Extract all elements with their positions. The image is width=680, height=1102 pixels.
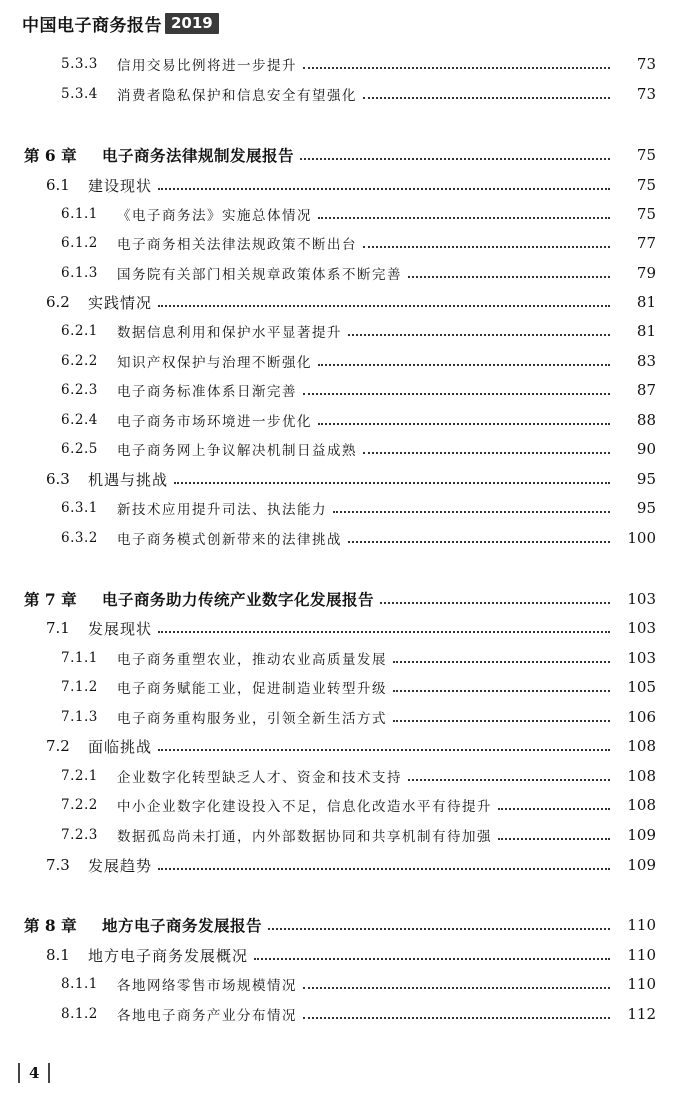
toc-entry-title: 各地网络零售市场规模情况 bbox=[117, 978, 297, 994]
toc-dot-leader bbox=[303, 393, 610, 395]
toc-subsection-entry[interactable] bbox=[0, 318, 680, 344]
toc-entry-number: 6.2.4 bbox=[61, 412, 98, 428]
toc-entry-number: 6.1.2 bbox=[61, 235, 98, 251]
page-number: 4 bbox=[29, 1064, 40, 1082]
toc-subsection-entry[interactable] bbox=[0, 51, 680, 77]
toc-entry-number: 6.2.1 bbox=[61, 323, 98, 339]
toc-section-entry[interactable] bbox=[0, 466, 680, 492]
toc-entry-number: 6.1.1 bbox=[61, 206, 98, 222]
footer-rule-left bbox=[18, 1063, 20, 1083]
toc-entry-number: 8.1.1 bbox=[61, 976, 98, 992]
book-year-badge: 2019 bbox=[165, 13, 219, 34]
toc-entry-title: 知识产权保护与治理不断强化 bbox=[117, 355, 312, 371]
page-footer bbox=[18, 1062, 50, 1084]
toc-entry-number: 7.1.1 bbox=[61, 650, 98, 666]
toc-subsection-entry[interactable] bbox=[0, 704, 680, 730]
toc-entry-page: 106 bbox=[627, 708, 656, 726]
toc-entry-number: 7.1.3 bbox=[61, 709, 98, 725]
toc-entry-page: 75 bbox=[636, 205, 656, 223]
toc-entry-page: 110 bbox=[627, 916, 656, 934]
toc-dot-leader bbox=[318, 217, 610, 219]
toc-entry-page: 103 bbox=[627, 649, 656, 667]
toc-section-entry[interactable] bbox=[0, 942, 680, 968]
toc-subsection-entry[interactable] bbox=[0, 971, 680, 997]
toc-subsection-entry[interactable] bbox=[0, 792, 680, 818]
toc-entry-title: 实践情况 bbox=[88, 293, 153, 312]
toc-subsection-entry[interactable] bbox=[0, 525, 680, 551]
toc-entry-title: 地方电子商务发展报告 bbox=[102, 916, 263, 935]
toc-dot-leader bbox=[363, 246, 610, 248]
toc-entry-page: 105 bbox=[627, 678, 656, 696]
toc-entry-page: 109 bbox=[627, 856, 656, 874]
toc-dot-leader bbox=[268, 928, 610, 930]
toc-entry-number: 5.3.3 bbox=[61, 56, 98, 72]
toc-dot-leader bbox=[303, 987, 610, 989]
toc-entry-page: 77 bbox=[636, 234, 656, 252]
toc-entry-page: 81 bbox=[636, 293, 656, 311]
toc-entry-page: 79 bbox=[636, 264, 656, 282]
toc-entry-title: 企业数字化转型缺乏人才、资金和技术支持 bbox=[117, 770, 402, 786]
toc-dot-leader bbox=[158, 749, 610, 751]
toc-entry-page: 110 bbox=[627, 975, 656, 993]
toc-entry-number: 8.1.2 bbox=[61, 1006, 98, 1022]
toc-subsection-entry[interactable] bbox=[0, 645, 680, 671]
toc-entry-page: 108 bbox=[627, 796, 656, 814]
toc-entry-number: 6.3 bbox=[46, 470, 70, 488]
toc-dot-leader bbox=[174, 482, 610, 484]
toc-chapter-entry[interactable] bbox=[0, 586, 680, 612]
toc-dot-leader bbox=[158, 188, 610, 190]
toc-entry-number: 第 8 章 bbox=[24, 916, 77, 935]
toc-entry-page: 87 bbox=[636, 381, 656, 399]
toc-entry-title: 机遇与挑战 bbox=[88, 470, 169, 489]
toc-dot-leader bbox=[318, 423, 610, 425]
toc-entry-number: 6.1 bbox=[46, 176, 70, 194]
toc-entry-page: 103 bbox=[627, 590, 656, 608]
toc-dot-leader bbox=[408, 276, 610, 278]
toc-entry-title: 国务院有关部门相关规章政策体系不断完善 bbox=[117, 267, 402, 283]
toc-entry-title: 发展趋势 bbox=[88, 856, 153, 875]
running-header bbox=[22, 8, 219, 38]
toc-dot-leader bbox=[363, 452, 610, 454]
toc-entry-number: 6.3.2 bbox=[61, 530, 98, 546]
toc-section-entry[interactable] bbox=[0, 852, 680, 878]
toc-entry-title: 电子商务法律规制发展报告 bbox=[102, 146, 295, 165]
toc-subsection-entry[interactable] bbox=[0, 436, 680, 462]
toc-dot-leader bbox=[393, 690, 610, 692]
toc-entry-page: 90 bbox=[636, 440, 656, 458]
toc-entry-page: 95 bbox=[636, 470, 656, 488]
toc-chapter-entry[interactable] bbox=[0, 142, 680, 168]
toc-entry-title: 电子商务相关法律法规政策不断出台 bbox=[117, 237, 357, 253]
toc-entry-title: 面临挑战 bbox=[88, 737, 153, 756]
toc-entry-title: 电子商务模式创新带来的法律挑战 bbox=[117, 532, 342, 548]
toc-entry-number: 5.3.4 bbox=[61, 86, 98, 102]
toc-dot-leader bbox=[380, 602, 610, 604]
toc-entry-number: 7.2 bbox=[46, 737, 70, 755]
toc-subsection-entry[interactable] bbox=[0, 407, 680, 433]
toc-entry-title: 地方电子商务发展概况 bbox=[88, 946, 249, 965]
toc-dot-leader bbox=[498, 838, 610, 840]
toc-entry-number: 7.1.2 bbox=[61, 679, 98, 695]
toc-dot-leader bbox=[393, 661, 610, 663]
toc-subsection-entry[interactable] bbox=[0, 377, 680, 403]
toc-entry-title: 中小企业数字化建设投入不足，信息化改造水平有待提升 bbox=[117, 799, 492, 815]
toc-entry-title: 数据信息利用和保护水平显著提升 bbox=[117, 325, 342, 341]
toc-dot-leader bbox=[158, 868, 610, 870]
toc-dot-leader bbox=[318, 364, 610, 366]
toc-entry-number: 6.3.1 bbox=[61, 500, 98, 516]
toc-entry-title: 电子商务网上争议解决机制日益成熟 bbox=[117, 443, 357, 459]
toc-subsection-entry[interactable] bbox=[0, 495, 680, 521]
toc-entry-page: 95 bbox=[636, 499, 656, 517]
toc-entry-number: 6.2.5 bbox=[61, 441, 98, 457]
toc-entry-title: 各地电子商务产业分布情况 bbox=[117, 1008, 297, 1024]
toc-entry-title: 消费者隐私保护和信息安全有望强化 bbox=[117, 88, 357, 104]
toc-entry-page: 110 bbox=[627, 946, 656, 964]
toc-entry-title: 数据孤岛尚未打通，内外部数据协同和共享机制有待加强 bbox=[117, 829, 492, 845]
toc-entry-number: 7.3 bbox=[46, 856, 70, 874]
toc-subsection-entry[interactable] bbox=[0, 81, 680, 107]
toc-entry-title: 建设现状 bbox=[88, 176, 153, 195]
toc-entry-number: 7.1 bbox=[46, 619, 70, 637]
toc-entry-title: 电子商务重构服务业，引领全新生活方式 bbox=[117, 711, 387, 727]
toc-entry-number: 7.2.2 bbox=[61, 797, 98, 813]
toc-entry-page: 112 bbox=[627, 1005, 656, 1023]
toc-chapter-entry[interactable] bbox=[0, 912, 680, 938]
toc-entry-page: 75 bbox=[636, 146, 656, 164]
toc-entry-title: 电子商务标准体系日渐完善 bbox=[117, 384, 297, 400]
toc-entry-page: 103 bbox=[627, 619, 656, 637]
toc-subsection-entry[interactable] bbox=[0, 348, 680, 374]
toc-dot-leader bbox=[363, 97, 610, 99]
toc-entry-number: 6.2.3 bbox=[61, 382, 98, 398]
toc-section-entry[interactable] bbox=[0, 733, 680, 759]
toc-entry-number: 第 7 章 bbox=[24, 590, 77, 609]
book-title: 中国电子商务报告 bbox=[22, 15, 162, 36]
toc-dot-leader bbox=[348, 541, 610, 543]
toc-entry-title: 《电子商务法》实施总体情况 bbox=[117, 208, 312, 224]
toc-dot-leader bbox=[158, 305, 610, 307]
toc-dot-leader bbox=[498, 808, 610, 810]
toc-subsection-entry[interactable] bbox=[0, 822, 680, 848]
toc-entry-number: 6.2 bbox=[46, 293, 70, 311]
toc-dot-leader bbox=[303, 1017, 610, 1019]
toc-subsection-entry[interactable] bbox=[0, 674, 680, 700]
toc-entry-number: 6.1.3 bbox=[61, 265, 98, 281]
toc-dot-leader bbox=[303, 67, 610, 69]
toc-subsection-entry[interactable] bbox=[0, 230, 680, 256]
toc-dot-leader bbox=[393, 720, 610, 722]
toc-entry-page: 73 bbox=[636, 85, 656, 103]
toc-entry-page: 81 bbox=[636, 322, 656, 340]
toc-dot-leader bbox=[348, 334, 610, 336]
toc-entry-title: 电子商务市场环境进一步优化 bbox=[117, 414, 312, 430]
toc-entry-number: 8.1 bbox=[46, 946, 70, 964]
toc-subsection-entry[interactable] bbox=[0, 260, 680, 286]
toc-section-entry[interactable] bbox=[0, 172, 680, 198]
toc-subsection-entry[interactable] bbox=[0, 1001, 680, 1027]
toc-entry-title: 发展现状 bbox=[88, 619, 153, 638]
toc-entry-page: 75 bbox=[636, 176, 656, 194]
footer-rule-right bbox=[48, 1063, 50, 1083]
toc-entry-page: 108 bbox=[627, 767, 656, 785]
toc-dot-leader bbox=[300, 158, 610, 160]
toc-entry-title: 电子商务助力传统产业数字化发展报告 bbox=[102, 590, 375, 609]
toc-entry-number: 第 6 章 bbox=[24, 146, 77, 165]
toc-entry-page: 109 bbox=[627, 826, 656, 844]
toc-entry-number: 7.2.1 bbox=[61, 768, 98, 784]
toc-subsection-entry[interactable] bbox=[0, 763, 680, 789]
toc-entry-page: 88 bbox=[636, 411, 656, 429]
toc-dot-leader bbox=[408, 779, 610, 781]
toc-section-entry[interactable] bbox=[0, 615, 680, 641]
toc-subsection-entry[interactable] bbox=[0, 201, 680, 227]
toc-entry-page: 73 bbox=[636, 55, 656, 73]
toc-dot-leader bbox=[333, 511, 610, 513]
toc-section-entry[interactable] bbox=[0, 289, 680, 315]
toc-dot-leader bbox=[158, 631, 610, 633]
toc-entry-title: 电子商务赋能工业，促进制造业转型升级 bbox=[117, 681, 387, 697]
toc-entry-title: 新技术应用提升司法、执法能力 bbox=[117, 502, 327, 518]
toc-entry-number: 6.2.2 bbox=[61, 353, 98, 369]
toc-entry-title: 电子商务重塑农业，推动农业高质量发展 bbox=[117, 652, 387, 668]
toc-dot-leader bbox=[254, 958, 610, 960]
toc-entry-number: 7.2.3 bbox=[61, 827, 98, 843]
toc-entry-title: 信用交易比例将进一步提升 bbox=[117, 58, 297, 74]
toc-entry-page: 108 bbox=[627, 737, 656, 755]
toc-entry-page: 100 bbox=[627, 529, 656, 547]
toc-entry-page: 83 bbox=[636, 352, 656, 370]
